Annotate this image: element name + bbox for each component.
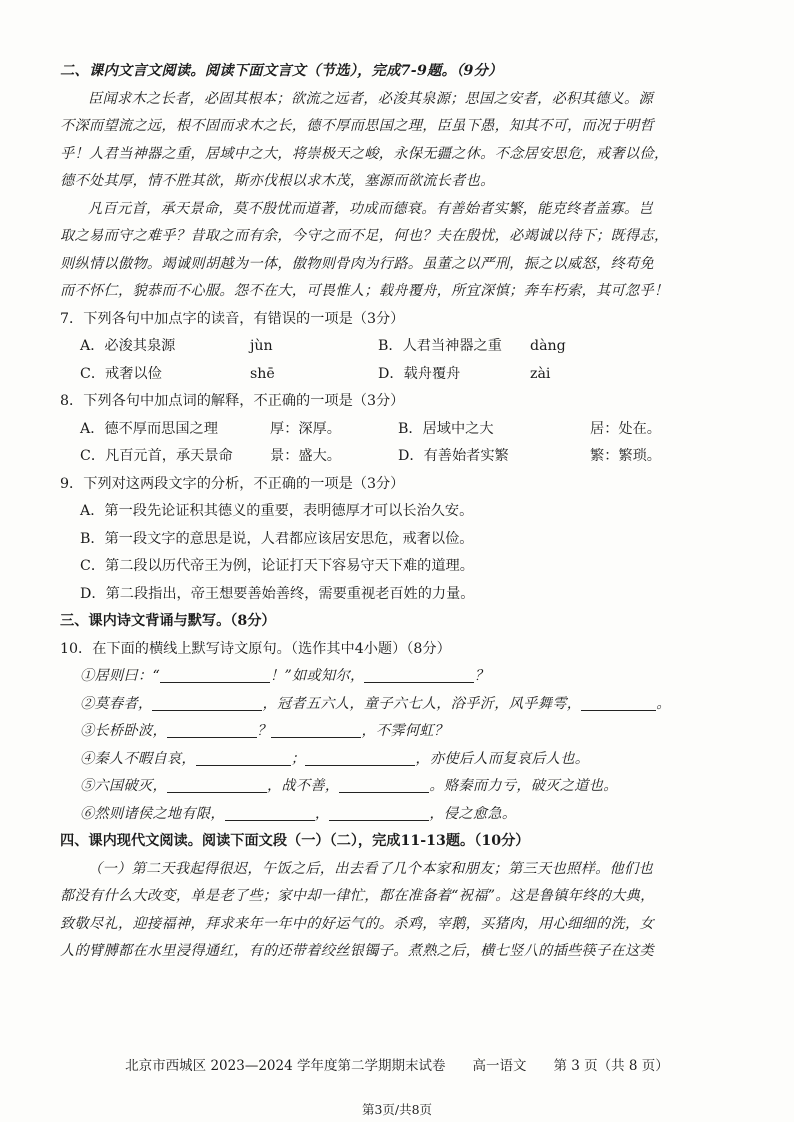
q10-item-3-text-c: ，不霁何虹？ bbox=[361, 723, 449, 739]
q10-item-1 bbox=[60, 663, 750, 691]
answer-blank[interactable] bbox=[160, 666, 270, 683]
q10-item-3-text-b: ？ bbox=[256, 723, 272, 739]
q9-option-a: A．第一段先论证积其德义的重要，表明德厚才可以长治久安。 bbox=[80, 503, 474, 519]
q8-option-c: C．凡百元首，承天景命 bbox=[80, 448, 233, 464]
answer-blank[interactable] bbox=[271, 721, 361, 738]
q8-option-a: A．德不厚而思国之理 bbox=[80, 420, 218, 437]
q10-item-5-text-b: ，战不善， bbox=[266, 778, 340, 794]
answer-blank[interactable] bbox=[581, 694, 656, 711]
q10-item-6-text-b: ， bbox=[314, 805, 330, 822]
question-9-stem: 9．下列对这两段文字的分析，不正确的一项是（3分） bbox=[60, 475, 405, 492]
answer-blank[interactable] bbox=[305, 749, 415, 766]
q9-option-c: C．第二段以历代帝王为例，论证打天下容易守天下难的道理。 bbox=[80, 558, 474, 574]
q10-item-4-text-a: ④秦人不暇自哀， bbox=[80, 750, 196, 767]
q8-option-d: D．有善始者实繁 bbox=[398, 448, 509, 464]
section-4-heading: 四、课内现代文阅读。阅读下面文段（一）（二），完成11-13题。（10分） bbox=[60, 833, 530, 849]
answer-blank[interactable] bbox=[167, 776, 267, 793]
q8-option-b: B．居域中之大 bbox=[398, 420, 494, 437]
q10-item-4 bbox=[60, 746, 750, 774]
q10-item-2-text-b: ，冠者五六人，童子六七人，浴乎沂，风乎舞雩， bbox=[262, 695, 582, 712]
q8-option-b-gloss: 居：处在。 bbox=[590, 420, 661, 437]
page-number: 第3页/共8页 bbox=[361, 1102, 433, 1117]
q8-option-d-gloss: 繁：繁琐。 bbox=[590, 448, 661, 464]
passage-2-line-4: 而不怀仁，貌恭而不心服。怨不在大，可畏惟人；载舟覆舟，所宜深慎；奔车朽索，其可忽乎！ bbox=[60, 283, 669, 299]
answer-blank[interactable] bbox=[225, 804, 315, 821]
question-10-stem: 10．在下面的横线上默写诗文原句。（选作其中4小题）（8分） bbox=[60, 640, 451, 657]
q10-item-5-text-c: 。赂秦而力亏，破灭之道也。 bbox=[429, 778, 618, 794]
question-8-stem: 8．下列各句中加点词的解释，不正确的一项是（3分） bbox=[60, 393, 405, 409]
q7-option-b-pinyin: dàng bbox=[530, 338, 566, 354]
passage-3-line-4: 人的臂膊都在水里浸得通红，有的还带着绞丝银镯子。煮熟之后，横七竖八的插些筷子在这类 bbox=[60, 943, 654, 959]
passage-3-line-1: （一）第二天我起得很迟，午饭之后，出去看了几个本家和朋友；第三天也照样。他们也 bbox=[88, 860, 654, 877]
answer-blank[interactable] bbox=[167, 721, 257, 738]
q10-item-4-text-b: ； bbox=[290, 750, 306, 767]
question-8-row-1 bbox=[60, 416, 750, 444]
answer-blank[interactable] bbox=[339, 776, 429, 793]
passage-1-line-4: 德不处其厚，情不胜其欲，斯亦伐根以求木茂，塞源而欲流长者也。 bbox=[60, 173, 495, 189]
q7-option-c-pinyin: shē bbox=[250, 365, 275, 382]
passage-1-line-3: 乎！人君当神器之重，居域中之大，将崇极天之峻，永保无疆之休。不念居安思危，戒奢以俭， bbox=[60, 145, 669, 162]
q7-option-c: C．戒奢以俭 bbox=[80, 365, 162, 382]
q10-item-3-text-a: ③长桥卧波， bbox=[80, 723, 167, 739]
q7-option-a-pinyin: jùn bbox=[250, 338, 273, 354]
q7-option-d-pinyin: zài bbox=[530, 365, 551, 382]
section-3-heading: 三、课内诗文背诵与默写。（8分） bbox=[60, 613, 276, 629]
q10-item-6 bbox=[60, 801, 750, 829]
passage-3-line-3: 致敬尽礼，迎接福神，拜求来年一年中的好运气的。杀鸡，宰鹅，买猪肉，用心细细的洗，女 bbox=[60, 915, 654, 932]
answer-blank[interactable] bbox=[329, 804, 429, 821]
answer-blank[interactable] bbox=[196, 749, 291, 766]
question-7-row-2 bbox=[60, 361, 750, 389]
section-2-heading: 二、课内文言文阅读。阅读下面文言文（节选），完成7-9题。（9分） bbox=[60, 63, 503, 79]
q8-option-a-gloss: 厚：深厚。 bbox=[270, 420, 341, 437]
q8-option-c-gloss: 景：盛大。 bbox=[270, 448, 341, 464]
q10-item-1-text-c: ？ bbox=[474, 668, 489, 684]
passage-2-line-3: 则纵情以傲物。竭诚则胡越为一体，傲物则骨肉为行路。虽董之以严刑，振之以威怒，终苟免 bbox=[60, 255, 654, 272]
q10-item-2-text-a: ②莫春者， bbox=[80, 695, 153, 712]
answer-blank[interactable] bbox=[364, 666, 474, 683]
question-8-row-2 bbox=[60, 443, 750, 471]
q7-option-a: A．必浚其泉源 bbox=[80, 338, 176, 354]
q9-option-b: B．第一段文字的意思是说，人君都应该居安思危，戒奢以俭。 bbox=[80, 530, 474, 547]
q10-item-1-text-a: ①居则曰：“ bbox=[80, 668, 160, 684]
question-7-stem: 7．下列各句中加点字的读音，有错误的一项是（3分） bbox=[60, 310, 405, 327]
exam-sheet bbox=[60, 58, 750, 966]
passage-2-line-1: 凡百元首，承天景命，莫不殷忧而道著，功成而德衰。有善始者实繁，能克终者盖寡。岂 bbox=[88, 200, 654, 217]
q10-item-2 bbox=[60, 691, 750, 719]
q7-option-d: D．载舟覆舟 bbox=[378, 365, 461, 382]
q10-item-3 bbox=[60, 718, 750, 746]
passage-1-line-2: 不深而望流之远，根不固而求木之长，德不厚而思国之理，臣虽下愚，知其不可，而况于明哲 bbox=[60, 118, 654, 134]
q10-item-4-text-c: ，亦使后人而复哀后人也。 bbox=[415, 750, 590, 767]
passage-2-line-2: 取之易而守之难乎？昔取之而有余，今守之而不足，何也？夫在殷忧，必竭诚以待下；既得志， bbox=[60, 228, 669, 244]
q10-item-5-text-a: ⑤六国破灭， bbox=[80, 778, 167, 794]
q10-item-5 bbox=[60, 773, 750, 801]
q10-item-6-text-c: ，侵之愈急。 bbox=[429, 805, 517, 822]
q9-option-d: D．第二段指出，帝王想要善始善终，需要重视老百姓的力量。 bbox=[80, 585, 475, 602]
passage-3-line-2: 都没有什么大改变，单是老了些；家中却一律忙，都在准备着“祝福”。这是鲁镇年终的大典， bbox=[60, 888, 655, 904]
exam-footer: 北京市西城区 2023—2024 学年度第二学期期末试卷 高一语文 第 3 页（共 8 页） bbox=[125, 1058, 669, 1074]
answer-blank[interactable] bbox=[152, 694, 262, 711]
passage-1-line-1: 臣闻求木之长者，必固其根本；欲流之远者，必浚其泉源；思国之安者，必积其德义。源 bbox=[88, 90, 654, 107]
q10-item-1-text-b: ！”如或知尔， bbox=[270, 668, 365, 684]
q7-option-b: B．人君当神器之重 bbox=[378, 338, 502, 354]
question-7-row-1 bbox=[60, 333, 750, 361]
q10-item-2-text-c: 。 bbox=[656, 695, 671, 712]
q10-item-6-text-a: ⑥然则诸侯之地有限， bbox=[80, 805, 225, 822]
